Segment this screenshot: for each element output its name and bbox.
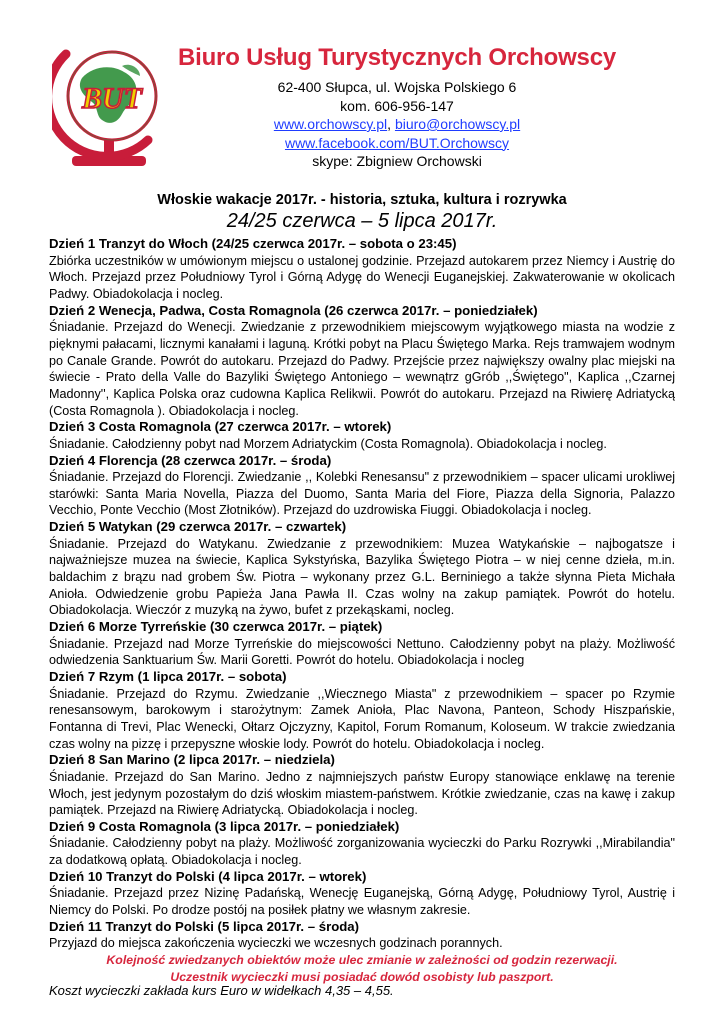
day-heading: Dzień 10 Tranzyt do Polski (4 lipca 2017r. – wtorek) [49,868,367,884]
company-logo [52,36,170,170]
company-phone: kom. 606-956-147 [340,97,454,114]
day-section [49,819,675,869]
cost-note: Koszt wycieczki zakłada kurs Euro w widełkach 4,35 – 4,55. [49,983,394,998]
day-description: Śniadanie. Całodzienny pobyt na plaży. Możliwość zorganizowania wycieczki do Parku Rozrywki ,,Mirabilandia" za dodatkową opłatą. Obiadokolacja i nocleg. [49,836,675,868]
email-link[interactable]: biuro@orchowscy.pl [394,116,521,132]
day-description: Przyjazd do miejsca zakończenia wycieczki we wczesnych godzinach porannych. [49,936,503,951]
trip-title: Włoskie wakacje 2017r. - historia, sztuka, kultura i rozrywka [157,192,567,208]
website-link[interactable]: www.orchowscy.pl [273,116,388,132]
day-heading: Dzień 3 Costa Romagnola (27 czerwca 2017r. – wtorek) [49,419,392,435]
day-section [49,619,675,669]
document-note: Uczestnik wycieczki musi posiadać dowód osobisty lub paszport. [170,969,554,984]
day-description: Śniadanie. Przejazd do San Marino. Jedno z najmniejszych państw Europy stanowiące enklawę na terenie Włoch, jest jedynym pozostałym do dziś włoskim miastem-państwem. Krótkie zwiedzanie, czas na kawę i zakup pamiątek. Przejazd na Riwierę Adriatycką. Obiadokolacja i nocleg. [49,769,675,818]
day-heading: Dzień 1 Tranzyt do Włoch (24/25 czerwca 2017r. – sobota o 23:45) [49,236,457,251]
day-description: Zbiórka uczestników w umówionym miejscu o ustalonej godzinie. Przejazd autokarem przez Niemcy i Austrię do Włoch. Przejazd przez Południowy Tyrol i Górną Adygę do Wenecji Euganejskiej. Zakwaterowanie w okolicach Padwy. Obiadokolacja i nocleg. [49,253,675,301]
company-header [170,44,624,171]
trip-dates: 24/25 czerwca – 5 lipca 2017r. [226,210,498,232]
day-description: Śniadanie. Przejazd przez Nizinę Padańską, Wenecję Euganejską, Górną Adygę, Południowy Tyrol, Austrię i Niemcy do Polski. Po drodze postój na posiłek płatny we własnym zakresie. [49,886,675,918]
day-section [49,303,675,420]
logo-text: BUT [82,82,142,115]
day-heading: Dzień 11 Tranzyt do Polski (5 lipca 2017r. – środa) [49,918,360,934]
facebook-link[interactable]: www.facebook.com/BUT.Orchowscy [284,134,510,151]
day-heading: Dzień 9 Costa Romagnola (3 lipca 2017r. – poniedziałek) [49,818,400,834]
day-section [49,669,675,752]
day-heading: Dzień 5 Watykan (29 czerwca 2017r. – czwartek) [49,519,347,535]
day-section [49,919,675,952]
day-section [49,519,675,619]
day-section [49,869,675,919]
day-heading: Dzień 2 Wenecja, Padwa, Costa Romagnola (26 czerwca 2017r. – poniedziałek) [49,302,538,318]
day-description: Śniadanie. Całodzienny pobyt nad Morzem Adriatyckim (Costa Romagnola). Obiadokolacja i nocleg. [49,436,607,451]
link-separator: , [387,116,395,132]
skype-contact: skype: Zbigniew Orchowski [312,153,482,169]
day-heading: Dzień 6 Morze Tyrreńskie (30 czerwca 2017r. – piątek) [49,619,383,635]
company-address: 62-400 Słupca, ul. Wojska Polskiego 6 [277,79,517,95]
day-description: Śniadanie. Przejazd do Rzymu. Zwiedzanie ,,Wiecznego Miasta" z przewodnikiem – spacer po Rzymie renesansowym, barokowym i starożytnym: Zamek Anioła, Plac Navona, Panteon, Schody Hiszpańskie, Fontanna di Trevi, Plac Wenecki, Ołtarz Ojczyzny, Kapitol, Forum Romanum, Koloseum. W trakcie zwiedzania czas wolny na pizzę i przepyszne włoskie lody. Powrót do hotelu. Obiadokolacja i nocleg. [49,686,675,751]
company-name: Biuro Usług Turystycznych Orchowscy [178,44,616,71]
globe-logo-icon [52,36,170,170]
important-notes [49,952,675,985]
itinerary [49,236,675,985]
order-note: Kolejność zwiedzanych obiektów może ulec zmianie w zależności od godzin rezerwacji. [106,953,618,967]
day-heading: Dzień 7 Rzym (1 lipca 2017r. – sobota) [49,669,287,685]
day-section [49,453,675,520]
day-heading: Dzień 4 Florencja (28 czerwca 2017r. – środa) [49,452,332,468]
day-description: Śniadanie. Przejazd do Wenecji. Zwiedzanie z przewodnikiem miejscowym wyjątkowego miasta na wodzie z pięknymi pałacami, licznymi kanałami i laguną. Krótki pobyt na Placu Świętego Marka. Rejs tramwajem wodnym po Canale Grande. Powrót do autokaru. Przejazd do Padwy. Przejście przez największy owalny plac miejski na świecie - Prato della Valle do Bazyliki Świętego Antoniego – wewnątrz gGrób ,,Świętego", Kaplica ,,Czarnej Madonny'', Kaplica Polska oraz cudowna Kaplica Relikwii. Powrót do autokaru. Przejazd na Riwierę Adriatycką (Costa Romagnola ). Obiadokolacja i nocleg. [49,320,675,418]
day-section [49,419,675,452]
day-description: Śniadanie. Przejazd do Watykanu. Zwiedzanie z przewodnikiem: Muzea Watykańskie – najbogatsze i najważniejsze muzea na świecie, Kaplica Sykstyńska, Bazylika Świętego Piotra – w niej cenne dzieła, m.in. baldachim z brązu nad grobem Św. Piotra – wykonany przez G.L. Berniniego a także słynna Pieta Michała Anioła. Odwiedzenie grobu Papieża Jana Pawła II. Czas wolny na zakup pamiątek. Powrót do hotelu. Obiadokolacja. Wieczór z muzyką na żywo, bufet z przekąskami, nocleg. [49,536,675,618]
day-heading: Dzień 8 San Marino (2 lipca 2017r. – niedziela) [49,752,335,768]
day-section [49,236,675,303]
day-section [49,752,675,819]
day-description: Śniadanie. Przejazd nad Morze Tyrreńskie do miejscowości Nettuno. Całodzienny pobyt na plaży. Możliwość odwiedzenia Sanktuarium Św. Marii Goretti. Powrót do hotelu. Obiadokolacja i nocleg [49,636,675,668]
contact-links [170,115,624,134]
day-description: Śniadanie. Przejazd do Florencji. Zwiedzanie ,, Kolebki Renesansu" z przewodnikiem – spacer ulicami urokliwej starówki: Santa Maria Novella, Piazza del Duomo, Santa Maria del Fiore, Piazza della Signoria, Palazzo Vecchio, Ponte Vecchio (Most Złotników). Przejazd do uzdrowiska Fiuggi. Obiadokolacja i nocleg. [49,470,675,518]
